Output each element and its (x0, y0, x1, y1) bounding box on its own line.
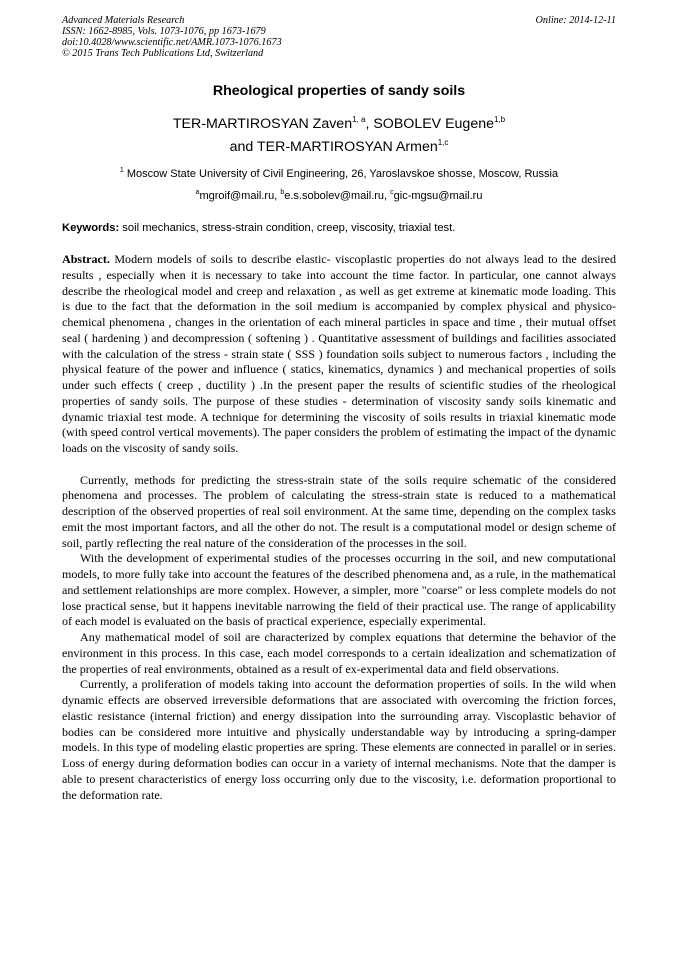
issn-line: ISSN: 1662-8985, Vols. 1073-1076, pp 1673-1679 (62, 26, 266, 37)
author-and: and (229, 139, 257, 155)
copyright-line: © 2015 Trans Tech Publications Ltd, Switzerland (62, 48, 264, 59)
email-a: mgroif@mail.ru, (199, 190, 281, 202)
author-2-affil: 1,b (494, 115, 506, 124)
body-paragraph: With the development of experimental studies of the processes occurring in the soil, and new computational models, to more fully take into account the features of the described phenomena and, as a rule, in the mathematical and settlement relationships are more complex. However, a simpler, more "coarse" or less complete models do not lose practical sense, but it happens inevitable narrowing the field of their practical use. The range of applicability of each model is evaluated on the basis of practical experience, especially experimental. (62, 551, 616, 629)
body-paragraph: Currently, a proliferation of models taking into account the deformation properties of soils. In the wild when dynamic effects are observed irreversible deformations that are associated with overcoming the friction forces, elastic resistance (internal friction) and energy dissipation into the surrounding array. Viscoplastic behavior of bodies can be considered more intuitive and physically understandable way by introducing a spring-damper models. In this type of modeling elastic properties are spring. These elements are connected in parallel or in series. Loss of energy during deformation bodies can occur in a variety of internal mechanisms. Note that the damper is able to present characteristics of energy loss occurring only due to the viscosity, i.e. deformation proportional to the deformation rate. (62, 677, 616, 802)
affiliation-block (62, 163, 616, 207)
publication-header (62, 15, 616, 59)
body-paragraph: Any mathematical model of soil are characterized by complex equations that determine the behavior of the environment in this process. In this case, each model corresponds to a certain idealization and schematization of the properties of real environments, obtained as a result of ex-experimental data and field observations. (62, 630, 616, 676)
keywords-label: Keywords: (62, 222, 120, 234)
author-3: TER-MARTIROSYAN Armen (256, 139, 438, 155)
abstract-paragraph (62, 252, 616, 457)
keywords-text: soil mechanics, stress-strain condition, creep, viscosity, triaxial test. (119, 222, 456, 234)
abstract-text: Modern models of soils to describe elastic- viscoplastic properties do not always lead to the desired results , especially when it is necessary to take into account the time factor. In particular, one cannot always describe the rheological model and creep and relaxation , as well as get extreme at kinematic mode loading. This is due to the fact that the deformation in the soil medium is accompanied by complex physical and physico- chemical phenomena , changes in the orientation of each mineral particles in space and time , their mutual offset seal ( hardening ) and decompression ( softening ) . Quantitative assessment of buildings and facilities associated with the calculation of the stress - strain state ( SSS ) foundation soils subject to numerous factors , including the physical feature of the power and influence ( statics, kinematics, dynamics ) and mechanical properties of soils under such effects ( creep , ductility ) .In the present paper the results of scientific studies of the rheological properties of sandy soils. The purpose of these studies - determination of viscosity sandy soils kinematic and dynamic triaxial test mode. A technique for determining the viscosity of soils results in triaxial kinematic mode (with speed control vertical movements). The paper considers the problem of estimating the impact of the dynamic loads on the viscosity of sandy soils. (62, 252, 616, 455)
keywords (62, 221, 616, 235)
email-c-sup: c (390, 189, 394, 196)
email-b: e.s.sobolev@mail.ru, (284, 190, 391, 202)
online-date: Online: 2014-12-11 (535, 15, 616, 26)
author-1-affil: 1, a (352, 115, 366, 124)
body-paragraph: Currently, methods for predicting the stress-strain state of the soils require schematic of the considered phenomena and processes. The problem of calculating the stress-strain state is reduced to a mathematical description of the observed properties of real soil environment. At the same time, depending on the complex tasks emit the most important factors, and all the other do not. The result is a computational model or design scheme of soil, partly reflecting the real nature of the consideration of the processes in the soil. (62, 472, 616, 550)
affiliation-number: 1 (119, 167, 124, 174)
paper-title: Rheological properties of sandy soils (212, 83, 466, 99)
affiliation-text: Moscow State University of Civil Engineering, 26, Yaroslavskoe shosse, Moscow, Russia (123, 168, 559, 180)
author-separator: , (365, 116, 374, 132)
journal-name: Advanced Materials Research (62, 15, 185, 26)
email-line (62, 185, 616, 207)
doi-line: doi:10.4028/www.scientific.net/AMR.1073-1076.1673 (62, 37, 282, 48)
author-2: SOBOLEV Eugene (373, 116, 494, 132)
author-list (62, 113, 616, 159)
email-c: gic-mgsu@mail.ru (393, 190, 483, 202)
paper-body (62, 252, 616, 803)
email-a-sup: a (195, 189, 200, 196)
author-1: TER-MARTIROSYAN Zaven (172, 116, 353, 132)
author-3-affil: 1,c (437, 138, 449, 147)
abstract-label: Abstract. (62, 252, 110, 266)
email-b-sup: b (280, 189, 285, 196)
